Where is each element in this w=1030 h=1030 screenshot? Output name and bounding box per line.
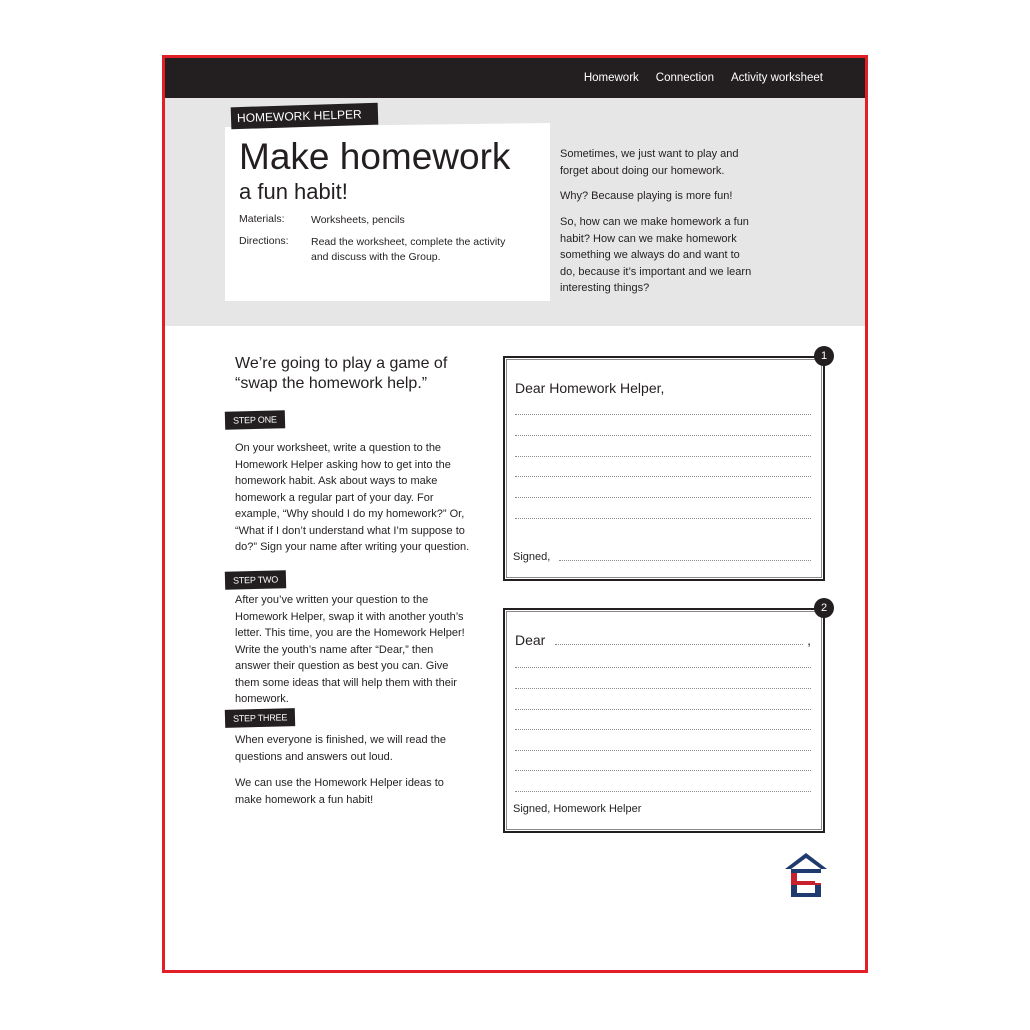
writing-line[interactable] xyxy=(515,750,811,751)
writing-line[interactable] xyxy=(515,456,811,457)
intro-paragraph-3: So, how can we make homework a fun habit? How can we make homework something we always do and want to do, because it’s important and we learn interesting things? xyxy=(560,216,752,294)
intro-paragraph-2: Why? Because playing is more fun! xyxy=(560,190,733,202)
intro-paragraph-1: Sometimes, we just want to play and forget about doing our homework. xyxy=(560,148,739,177)
writing-line[interactable] xyxy=(515,414,811,415)
materials-value: Worksheets, pencils xyxy=(311,214,405,226)
homework-helper-tag: HOMEWORK HELPER xyxy=(231,103,379,130)
writing-line[interactable] xyxy=(515,476,811,477)
writing-line[interactable] xyxy=(515,791,811,792)
writing-line[interactable] xyxy=(515,688,811,689)
directions-label: Directions: xyxy=(239,235,289,247)
signature-line[interactable] xyxy=(559,560,811,561)
letter-1-greeting: Dear Homework Helper, xyxy=(515,380,665,396)
letter-box-1 xyxy=(503,350,828,581)
letter-box-2 xyxy=(503,602,828,833)
nav-link-activity-worksheet[interactable]: Activity worksheet xyxy=(730,72,823,84)
writing-line[interactable] xyxy=(515,518,811,519)
letter-2-greeting: Dear xyxy=(515,632,546,648)
writing-line[interactable] xyxy=(515,709,811,710)
letter-number-badge: 2 xyxy=(814,598,834,618)
letter-1-signed-label: Signed, xyxy=(513,551,551,563)
game-heading: We’re going to play a game of “swap the homework help.” xyxy=(235,355,448,392)
step-two-tag: STEP TWO xyxy=(225,570,287,590)
greeting-comma: , xyxy=(807,632,811,648)
page-subtitle: a fun habit! xyxy=(239,179,348,204)
step-three-tag: STEP THREE xyxy=(225,708,296,728)
top-nav-bar xyxy=(165,58,865,98)
step-two-text: After you’ve written your question to the Homework Helper, swap it with another youth’s letter. This time, you are the Homework Helper! Write the youth’s name after “Dear,” then answer their question as best you can. Give them some ideas that will help them with their homework. xyxy=(235,594,465,705)
page-title: Make homework xyxy=(239,136,511,177)
nav-links xyxy=(584,58,823,98)
step-one-text: On your worksheet, write a question to the Homework Helper asking how to get into the homework habit. Ask about ways to make homework a regular part of your day. For example, “Why should I do my homework?” Or, “What if I don’t understand what I’m suppose to do?” Sign your name after writing your question. xyxy=(235,442,470,553)
letter-number-badge: 1 xyxy=(814,346,834,366)
writing-line[interactable] xyxy=(515,435,811,436)
materials-label: Materials: xyxy=(239,213,285,225)
step-three-text: When everyone is finished, we will read the questions and answers out loud. xyxy=(235,734,446,763)
house-logo-icon xyxy=(783,851,829,899)
page-frame xyxy=(162,55,868,973)
writing-line[interactable] xyxy=(515,770,811,771)
nav-link-homework[interactable]: Homework xyxy=(583,72,639,84)
step-three-text-2: We can use the Homework Helper ideas to make homework a fun habit! xyxy=(235,777,444,806)
writing-line[interactable] xyxy=(515,667,811,668)
step-one-tag: STEP ONE xyxy=(225,410,285,430)
directions-value: Read the worksheet, complete the activity and discuss with the Group. xyxy=(311,236,506,263)
name-line[interactable] xyxy=(555,644,803,645)
writing-line[interactable] xyxy=(515,497,811,498)
nav-link-connection[interactable]: Connection xyxy=(655,72,714,84)
letter-2-signed-label: Signed, Homework Helper xyxy=(513,803,642,815)
writing-line[interactable] xyxy=(515,729,811,730)
